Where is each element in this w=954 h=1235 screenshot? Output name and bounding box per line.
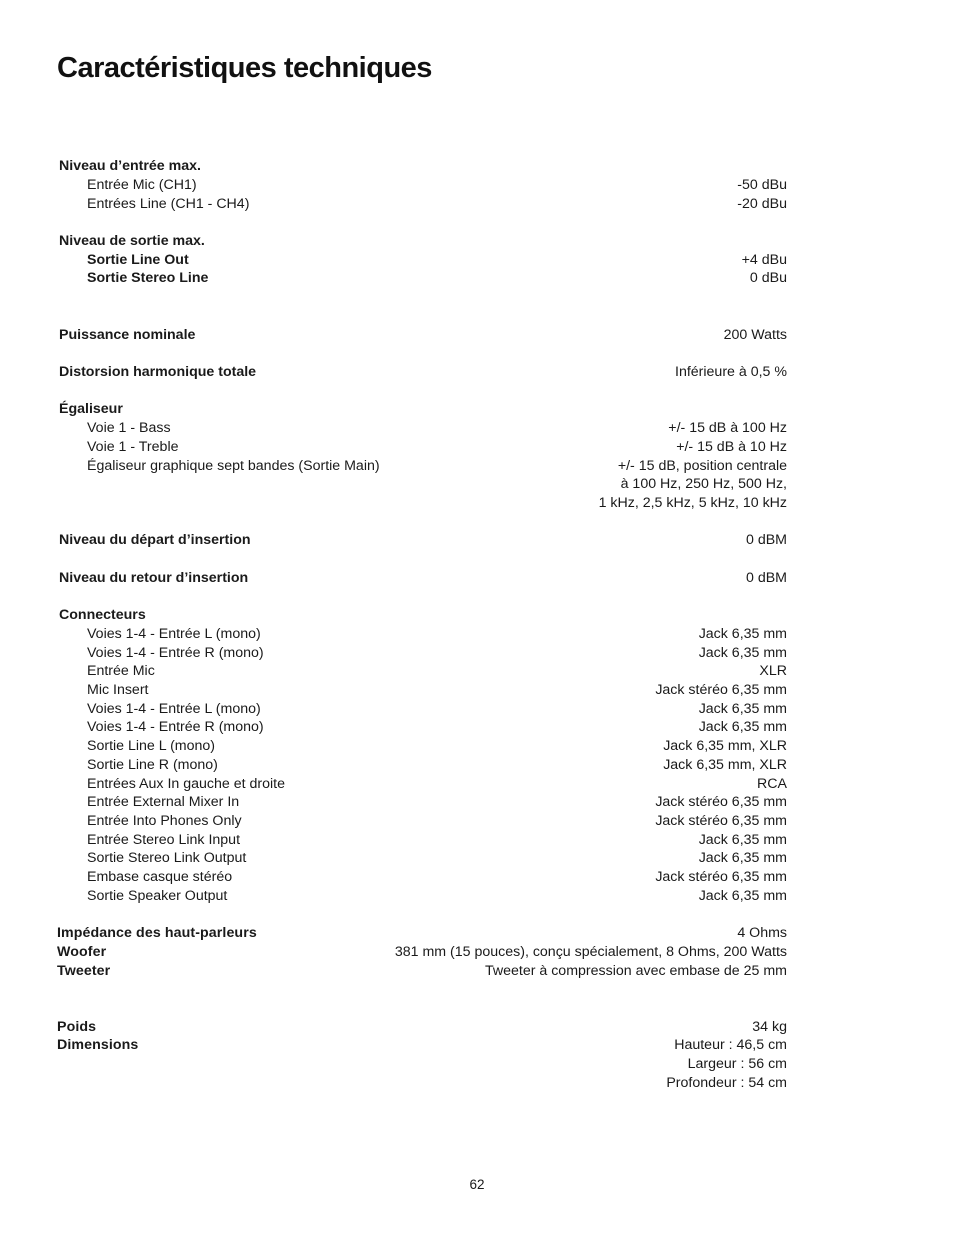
spec-label: Égaliseur xyxy=(59,401,123,417)
spec-label: Voies 1-4 - Entrée R (mono) xyxy=(87,645,264,661)
spec-row xyxy=(59,475,787,494)
spec-label: Poids xyxy=(57,1019,97,1035)
spec-row xyxy=(59,644,787,663)
spec-row xyxy=(59,737,787,756)
spec-value: Hauteur : 46,5 cm xyxy=(674,1037,787,1053)
spec-row xyxy=(59,962,787,981)
spec-row xyxy=(59,756,787,775)
spec-row xyxy=(59,1074,787,1093)
spec-label: Connecteurs xyxy=(59,607,146,623)
spec-value: +/- 15 dB, position centrale xyxy=(617,458,787,474)
spec-label: Entrées Line (CH1 - CH4) xyxy=(87,196,250,212)
page-number: 62 xyxy=(469,1177,485,1192)
spec-label: Sortie Stereo Line xyxy=(87,270,209,286)
spec-row xyxy=(59,812,787,831)
spec-row xyxy=(59,793,787,812)
spec-row xyxy=(59,606,787,625)
spec-row xyxy=(59,924,787,943)
spec-label: Sortie Line R (mono) xyxy=(87,757,218,773)
spec-row xyxy=(59,457,787,476)
spec-label: Entrées Aux In gauche et droite xyxy=(87,776,285,792)
spec-label: Voie 1 - Bass xyxy=(87,420,171,436)
spec-value: Jack 6,35 mm xyxy=(698,626,787,642)
spec-value: Jack 6,35 mm xyxy=(698,701,787,717)
spec-label: Embase casque stéréo xyxy=(87,869,233,885)
spec-value: Jack 6,35 mm xyxy=(698,832,787,848)
spec-value: RCA xyxy=(757,776,787,792)
spec-label: Puissance nominale xyxy=(59,327,196,343)
spec-row xyxy=(59,868,787,887)
spec-label: Entrée External Mixer In xyxy=(87,794,240,810)
spec-row xyxy=(59,700,787,719)
spec-row xyxy=(59,269,787,288)
spec-value: Jack 6,35 mm xyxy=(698,888,787,904)
spec-row xyxy=(59,943,787,962)
spec-label: Distorsion harmonique totale xyxy=(59,364,257,380)
spec-value: Largeur : 56 cm xyxy=(687,1056,787,1072)
spec-row xyxy=(59,494,787,513)
spec-row xyxy=(59,157,787,176)
spec-row xyxy=(59,251,787,270)
page-title: Caractéristiques techniques xyxy=(57,52,432,84)
spec-row xyxy=(59,1036,787,1055)
spec-value: 4 Ohms xyxy=(737,925,787,941)
spec-row xyxy=(59,849,787,868)
spec-label: Entrée Mic (CH1) xyxy=(87,177,197,193)
spec-row xyxy=(59,363,787,382)
spec-value: -50 dBu xyxy=(737,177,787,193)
spec-value: 1 kHz, 2,5 kHz, 5 kHz, 10 kHz xyxy=(598,495,787,511)
spec-value: +/- 15 dB à 10 Hz xyxy=(676,439,787,455)
spec-label: Sortie Line Out xyxy=(87,252,189,268)
spec-row xyxy=(59,326,787,345)
spec-label: Voie 1 - Treble xyxy=(87,439,179,455)
spec-label: Sortie Line L (mono) xyxy=(87,738,216,754)
spec-label: Mic Insert xyxy=(87,682,149,698)
spec-label: Entrée Mic xyxy=(87,663,155,679)
spec-row xyxy=(59,681,787,700)
spec-value: Jack 6,35 mm, XLR xyxy=(663,757,787,773)
spec-row xyxy=(59,195,787,214)
spec-label: Entrée Into Phones Only xyxy=(87,813,242,829)
spec-row xyxy=(59,419,787,438)
spec-row xyxy=(59,662,787,681)
spec-row xyxy=(59,1055,787,1074)
spec-label: Tweeter xyxy=(57,963,111,979)
spec-label: Voies 1-4 - Entrée R (mono) xyxy=(87,719,264,735)
spec-value: Jack stéréo 6,35 mm xyxy=(655,869,787,885)
spec-row xyxy=(59,232,787,251)
spec-label: Sortie Stereo Link Output xyxy=(87,850,247,866)
spec-row xyxy=(59,775,787,794)
spec-row xyxy=(59,625,787,644)
spec-value: à 100 Hz, 250 Hz, 500 Hz, xyxy=(620,476,787,492)
spec-value: 200 Watts xyxy=(723,327,787,343)
spec-row xyxy=(59,831,787,850)
spec-value: Jack stéréo 6,35 mm xyxy=(655,682,787,698)
spec-row xyxy=(59,531,787,550)
spec-value: 381 mm (15 pouces), conçu spécialement, 8 Ohms, 200 Watts xyxy=(394,944,787,960)
spec-label: Niveau du départ d’insertion xyxy=(59,532,251,548)
spec-label: Voies 1-4 - Entrée L (mono) xyxy=(87,701,261,717)
spec-label: Niveau d’entrée max. xyxy=(59,158,201,174)
spec-value: 0 dBM xyxy=(745,570,787,586)
spec-value: Jack 6,35 mm, XLR xyxy=(663,738,787,754)
spec-label: Entrée Stereo Link Input xyxy=(87,832,241,848)
spec-label: Voies 1-4 - Entrée L (mono) xyxy=(87,626,261,642)
spec-value: 34 kg xyxy=(752,1019,787,1035)
spec-label: Niveau du retour d’insertion xyxy=(59,570,249,586)
spec-value: Jack stéréo 6,35 mm xyxy=(655,813,787,829)
spec-row xyxy=(59,438,787,457)
spec-value: Tweeter à compression avec embase de 25 mm xyxy=(484,963,787,979)
spec-label: Dimensions xyxy=(57,1037,139,1053)
spec-value: Jack 6,35 mm xyxy=(698,645,787,661)
spec-value: +/- 15 dB à 100 Hz xyxy=(668,420,787,436)
spec-label: Niveau de sortie max. xyxy=(59,233,205,249)
spec-row xyxy=(59,718,787,737)
spec-value: -20 dBu xyxy=(737,196,787,212)
spec-label: Impédance des haut-parleurs xyxy=(57,925,257,941)
spec-label: Sortie Speaker Output xyxy=(87,888,228,904)
spec-label: Égaliseur graphique sept bandes (Sortie Main) xyxy=(87,458,380,474)
spec-row xyxy=(59,1018,787,1037)
spec-label: Woofer xyxy=(57,944,107,960)
spec-row xyxy=(59,887,787,906)
spec-row xyxy=(59,400,787,419)
spec-value: 0 dBu xyxy=(749,270,787,286)
spec-row xyxy=(59,176,787,195)
spec-value: Jack stéréo 6,35 mm xyxy=(655,794,787,810)
spec-row xyxy=(59,569,787,588)
spec-value: Jack 6,35 mm xyxy=(698,719,787,735)
spec-value: Inférieure à 0,5 % xyxy=(675,364,787,380)
spec-value: +4 dBu xyxy=(741,252,787,268)
spec-value: Jack 6,35 mm xyxy=(698,850,787,866)
spec-value: Profondeur : 54 cm xyxy=(666,1075,787,1091)
spec-value: XLR xyxy=(759,663,787,679)
spec-value: 0 dBM xyxy=(745,532,787,548)
